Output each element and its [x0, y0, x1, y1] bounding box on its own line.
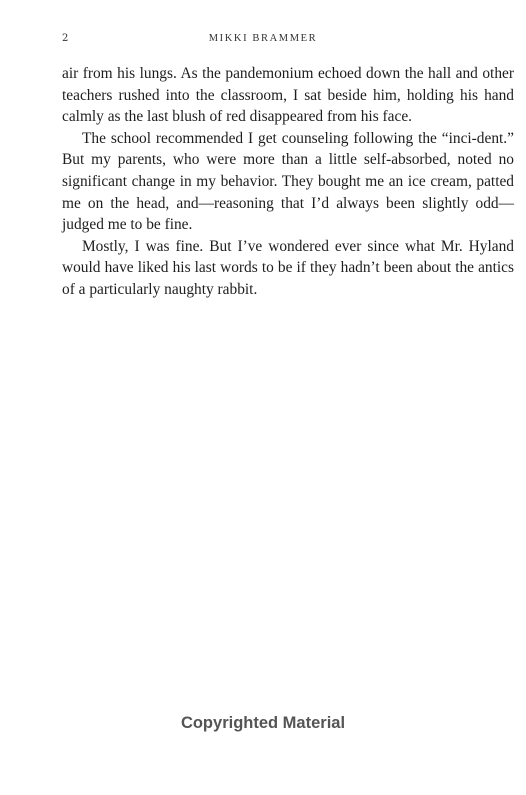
paragraph-1: air from his lungs. As the pandemonium echoed down the hall and other teachers rushed into the classroom, I sat beside him, holding his hand calmly as the last blush of red disappeared from his face. — [62, 65, 514, 126]
paragraph-3: Mostly, I was fine. But I’ve wondered ever since what Mr. Hyland would have liked his last words to be if they hadn’t been about the antics of a particularly naughty rabbit. — [62, 237, 514, 298]
running-head: MIKKI BRAMMER — [208, 33, 318, 44]
body-text — [62, 63, 514, 301]
paragraph-2: The school recommended I get counseling following the “inci-dent.” But my parents, who were more than a little self-absorbed, noted no significant change in my behavior. They bought me an ice cream, patted me on the head, and—reasoning that I’d always been slightly odd—judged me to be fine. — [62, 129, 514, 234]
page-number: 2 — [62, 33, 69, 44]
copyright-notice: Copyrighted Material — [180, 714, 346, 732]
